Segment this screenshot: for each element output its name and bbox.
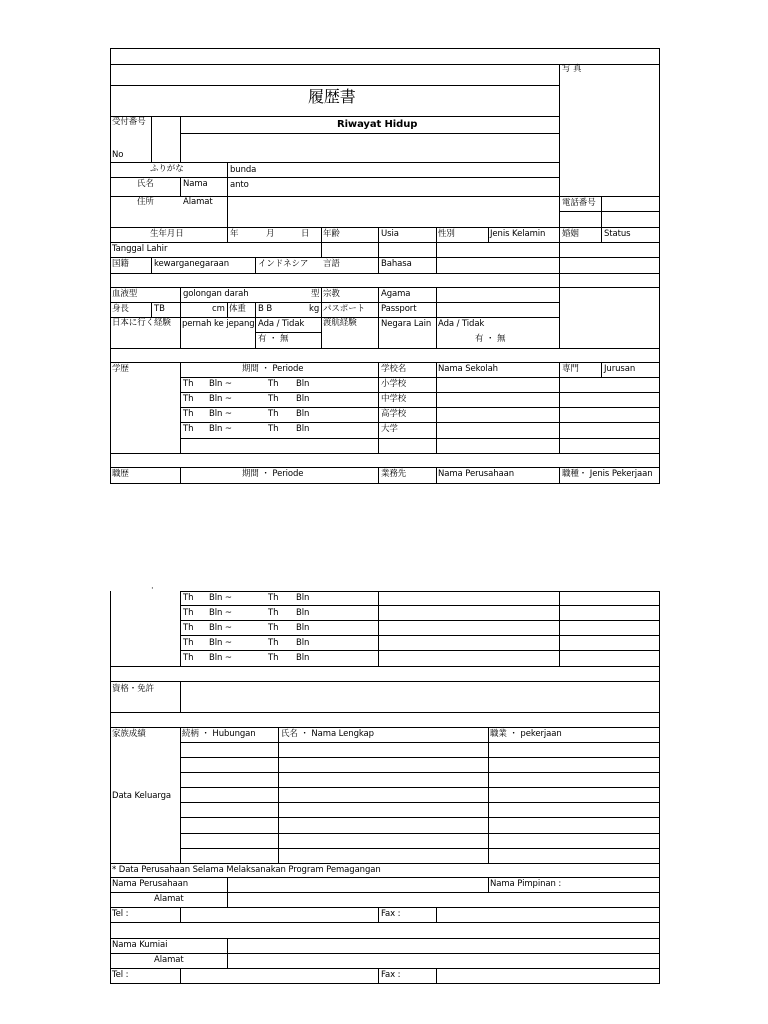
edu-th: Th xyxy=(183,379,194,389)
bb-label: B B xyxy=(258,304,273,314)
kata-label: 型 xyxy=(311,289,320,299)
photo-label: 写 真 xyxy=(562,64,582,74)
nen-label: 年 xyxy=(230,229,239,239)
edu-bln-from: Bln ~ xyxy=(209,379,232,389)
pernah-jepang-label: pernah ke jepang xyxy=(182,319,255,329)
gengo-label: 言語 xyxy=(323,259,340,269)
uketsuke-label: 受付番号 xyxy=(112,117,146,127)
work-th: Th xyxy=(183,608,194,618)
edu-th2: Th xyxy=(268,409,279,419)
school-university: 大学 xyxy=(381,424,398,434)
seibetsu-label: 性別 xyxy=(438,229,455,239)
work-kikan-periode-label: 期間 ・ Periode xyxy=(242,469,304,479)
nama-perusahaan-label: Nama Perusahaan xyxy=(438,469,515,479)
status-label: Status xyxy=(604,229,631,239)
gakkomei-label: 学校名 xyxy=(381,364,407,374)
shukyo-label: 宗教 xyxy=(323,289,340,299)
senmon-label: 専門 xyxy=(562,364,579,374)
work-th: Th xyxy=(183,593,194,603)
ketsuekigata-label: 血液型 xyxy=(112,289,138,299)
edu-th2: Th xyxy=(268,394,279,404)
shikaku-label: 資格・免許 xyxy=(112,684,155,694)
work-th: Th xyxy=(183,653,194,663)
jenis-kelamin-label: Jenis Kelamin xyxy=(490,229,546,239)
alamat-label: Alamat xyxy=(183,197,213,207)
furigana-value: bunda xyxy=(230,165,257,175)
kazoku-label: 家族成績 xyxy=(112,729,146,739)
school-high: 高学校 xyxy=(381,409,407,419)
work-th: Th xyxy=(183,638,194,648)
negara-lain-label: Negara Lain xyxy=(381,319,432,329)
title-id: Riwayat Hidup xyxy=(337,119,418,130)
work-bln-from: Bln ~ xyxy=(209,653,232,663)
cm-label: cm xyxy=(212,304,225,314)
agama-label: Agama xyxy=(381,289,411,299)
taiju-label: 体重 xyxy=(229,304,246,314)
gyomusaki-label: 業務先 xyxy=(381,469,407,479)
edu-bln-from: Bln ~ xyxy=(209,424,232,434)
shokushu-label: 職種・ Jenis Pekerjaan xyxy=(562,469,653,479)
zokugara-label: 続柄 ・ Hubungan xyxy=(182,729,256,739)
work-th2: Th xyxy=(268,623,279,633)
seinengappi-label: 生年月日 xyxy=(150,229,184,239)
alamat2-label: Alamat xyxy=(154,894,184,904)
edu-bln: Bln xyxy=(296,409,310,419)
edu-bln: Bln xyxy=(296,424,310,434)
work-th: Th xyxy=(183,623,194,633)
edu-th: Th xyxy=(183,409,194,419)
edu-bln-from: Bln ~ xyxy=(209,394,232,404)
edu-bln: Bln xyxy=(296,379,310,389)
edu-th: Th xyxy=(183,394,194,404)
shincho-label: 身長 xyxy=(112,304,129,314)
work-th2: Th xyxy=(268,638,279,648)
tb-label: TB xyxy=(154,304,165,314)
work-bln: Bln xyxy=(296,608,310,618)
school-middle: 中学校 xyxy=(381,394,407,404)
nama-pimpinan-label: Nama Pimpinan : xyxy=(490,879,562,889)
indonesia-label: インドネシア xyxy=(258,259,309,269)
work-bln-from: Bln ~ xyxy=(209,623,232,633)
nenrei-label: 年齢 xyxy=(323,229,340,239)
hi-label: 日 xyxy=(301,229,310,239)
data-keluarga-label: Data Keluarga xyxy=(112,791,171,801)
umu-label: 有 ・ 無 xyxy=(258,334,289,344)
ada-tidak-label: Ada / Tidak xyxy=(258,319,305,329)
edu-bln: Bln xyxy=(296,394,310,404)
work-bln-from: Bln ~ xyxy=(209,608,232,618)
kokuseki-label: 国籍 xyxy=(112,259,129,269)
jurusan-label: Jurusan xyxy=(604,364,636,374)
work-bln-from: Bln ~ xyxy=(209,593,232,603)
kumiai-tel-label: Tel : xyxy=(112,970,129,980)
kumiai-alamat-label: Alamat xyxy=(154,955,184,965)
fax-label: Fax : xyxy=(381,909,401,919)
tel-label: Tel : xyxy=(112,909,129,919)
stray-dot: · xyxy=(151,584,154,594)
shimei-nama-label: 氏名 ・ Nama Lengkap xyxy=(281,729,374,739)
bahasa-label: Bahasa xyxy=(381,259,412,269)
tsuki-label: 月 xyxy=(266,229,275,239)
nama-sekolah-label: Nama Sekolah xyxy=(438,364,498,374)
konin-label: 婚姻 xyxy=(562,229,579,239)
edu-th2: Th xyxy=(268,379,279,389)
work-th2: Th xyxy=(268,653,279,663)
kewarganegaraan-label: kewarganegaraan xyxy=(154,259,229,269)
nama-value: anto xyxy=(230,180,249,190)
furigana-label: ふりがな xyxy=(150,164,184,174)
tanggal-lahir-label: Tanggal Lahir xyxy=(112,244,168,254)
school-elementary: 小学校 xyxy=(381,379,407,389)
work-bln: Bln xyxy=(296,653,310,663)
kumiai-fax-label: Fax : xyxy=(381,970,401,980)
work-bln-from: Bln ~ xyxy=(209,638,232,648)
ada-tidak-label-2: Ada / Tidak xyxy=(438,319,485,329)
umu-label-2: 有 ・ 無 xyxy=(475,334,506,344)
kg-label: kg xyxy=(309,304,320,314)
work-th2: Th xyxy=(268,593,279,603)
shokureki-label: 職歴 xyxy=(112,469,129,479)
tokou-keiken-label: 渡航経験 xyxy=(323,318,357,328)
work-th2: Th xyxy=(268,608,279,618)
nama-label: Nama xyxy=(183,179,208,189)
passport-label: Passport xyxy=(381,304,417,314)
nama-kumiai-label: Nama Kumiai xyxy=(112,940,168,950)
work-bln: Bln xyxy=(296,593,310,603)
golongan-darah-label: golongan darah xyxy=(183,289,249,299)
no-label: No xyxy=(112,150,124,160)
usia-label: Usia xyxy=(381,229,399,239)
nama-perusahaan2-label: Nama Perusahaan xyxy=(112,879,189,889)
edu-bln-from: Bln ~ xyxy=(209,409,232,419)
shokugyo-label: 職業 ・ pekerjaan xyxy=(490,729,562,739)
work-bln: Bln xyxy=(296,638,310,648)
passport-jp-label: パスポート xyxy=(323,304,366,314)
gakureki-label: 学歴 xyxy=(112,364,129,374)
denwa-label: 電話番号 xyxy=(562,198,596,208)
edu-th2: Th xyxy=(268,424,279,434)
title-jp: 履歴書 xyxy=(308,87,356,106)
work-bln: Bln xyxy=(296,623,310,633)
edu-th: Th xyxy=(183,424,194,434)
jusho-label: 住所 xyxy=(137,197,154,207)
note-perusahaan: * Data Perusahaan Selama Melaksanakan Program Pemagangan xyxy=(112,865,381,875)
nihon-keiken-label: 日本に行く経験 xyxy=(112,318,171,328)
kikan-periode-label: 期間 ・ Periode xyxy=(242,364,304,374)
shimei-label: 氏名 xyxy=(137,179,154,189)
